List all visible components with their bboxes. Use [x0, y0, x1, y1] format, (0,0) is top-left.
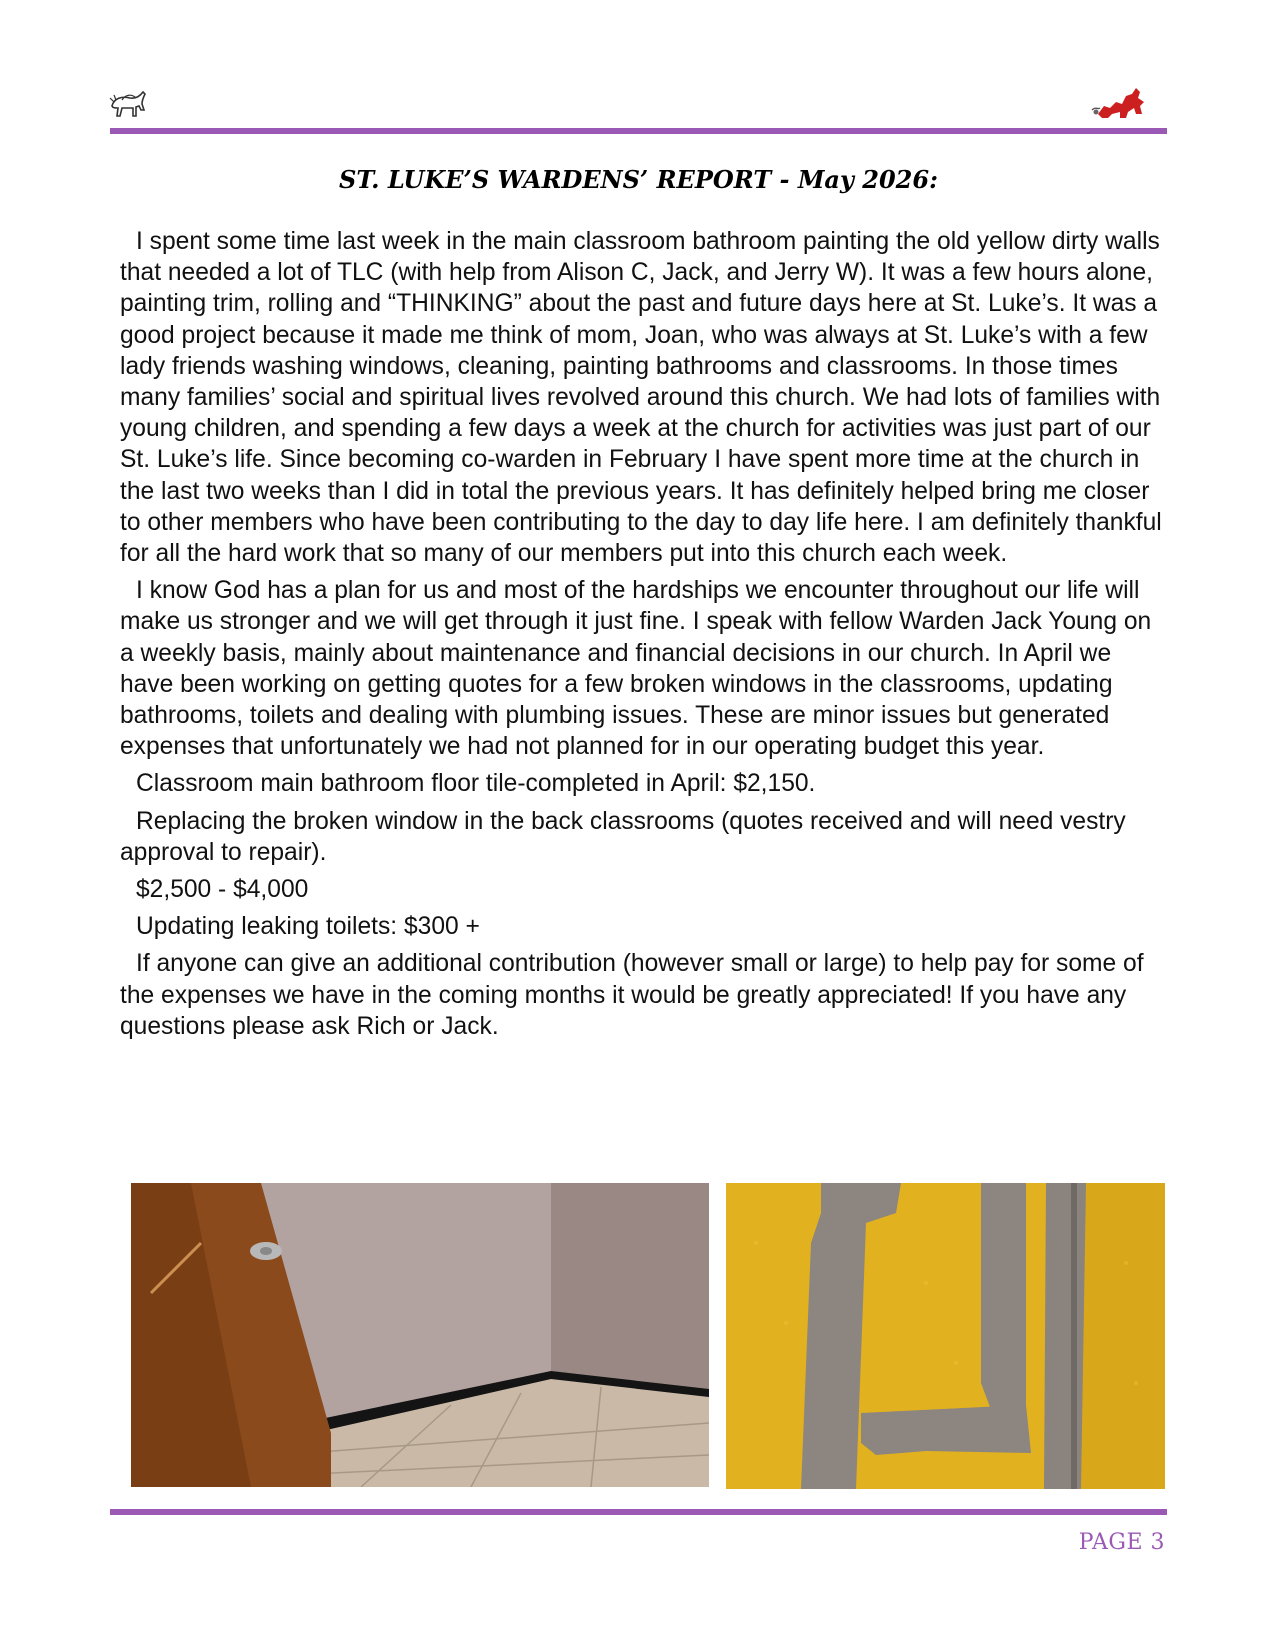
- page-number: PAGE 3: [1078, 1530, 1165, 1555]
- paragraph: Updating leaking toilets: $300 +: [136, 913, 480, 941]
- page-title: ST. LUKE’S WARDENS’ REPORT - May 2026:: [339, 165, 938, 194]
- red-lion-emblem-icon: [1090, 84, 1150, 122]
- bathroom-floor-photo: [131, 1183, 709, 1487]
- paragraph: I know God has a plan for us and most of the hardships we encounter throughout our life will make us stronger and we will get through it just fine. I speak with fellow Warden Jack Young on a weekly basis, mainly about maintenance and financial decisions in our church. In April we have been working on getting quotes for a few broken windows in the classrooms, updating bathrooms, toilets and dealing with plumbing issues. These are minor issues but generated expenses that unfortunately we had not planned for in our operating budget this year.: [120, 577, 1152, 761]
- paragraph: Classroom main bathroom floor tile-completed in April: $2,150.: [136, 770, 816, 798]
- paragraph: I spent some time last week in the main classroom bathroom painting the old yellow dirty walls that needed a lot of TLC (with help from Alison C, Jack, and Jerry W). It was a few hours alone, painting trim, rolling and “THINKING” about the past and future days here at St. Luke’s. It was a good project because it made me think of mom, Joan, who was always at St. Luke’s with a few lady friends washing windows, cleaning, painting bathrooms and classrooms. In those times many families’ social and spiritual lives revolved around this church. We had lots of families with young children, and spending a few days a week at the church for activities was just part of our St. Luke’s life. Since becoming co-warden in February I have spent more time at the church in the last two weeks than I did in total the previous years. It has definitely helped bring me closer to other members who have been contributing to the day to day life here. I am definitely thankful for all the hard work that so many of our members put into this church each week.: [120, 228, 1162, 568]
- paragraph: Replacing the broken window in the back classrooms (quotes received and will need vestry approval to repair).: [120, 807, 1126, 866]
- report-body: [120, 226, 1170, 1048]
- paragraph: If anyone can give an additional contribution (however small or large) to help pay for some of the expenses we have in the coming months it would be greatly appreciated! If you have any questions please ask Rich or Jack.: [120, 950, 1144, 1040]
- footer-rule: [110, 1509, 1167, 1515]
- ox-emblem-icon: [108, 86, 148, 122]
- header-rule: [110, 128, 1167, 134]
- paragraph: $2,500 - $4,000: [136, 876, 309, 904]
- yellow-wall-painting-photo: [726, 1183, 1165, 1489]
